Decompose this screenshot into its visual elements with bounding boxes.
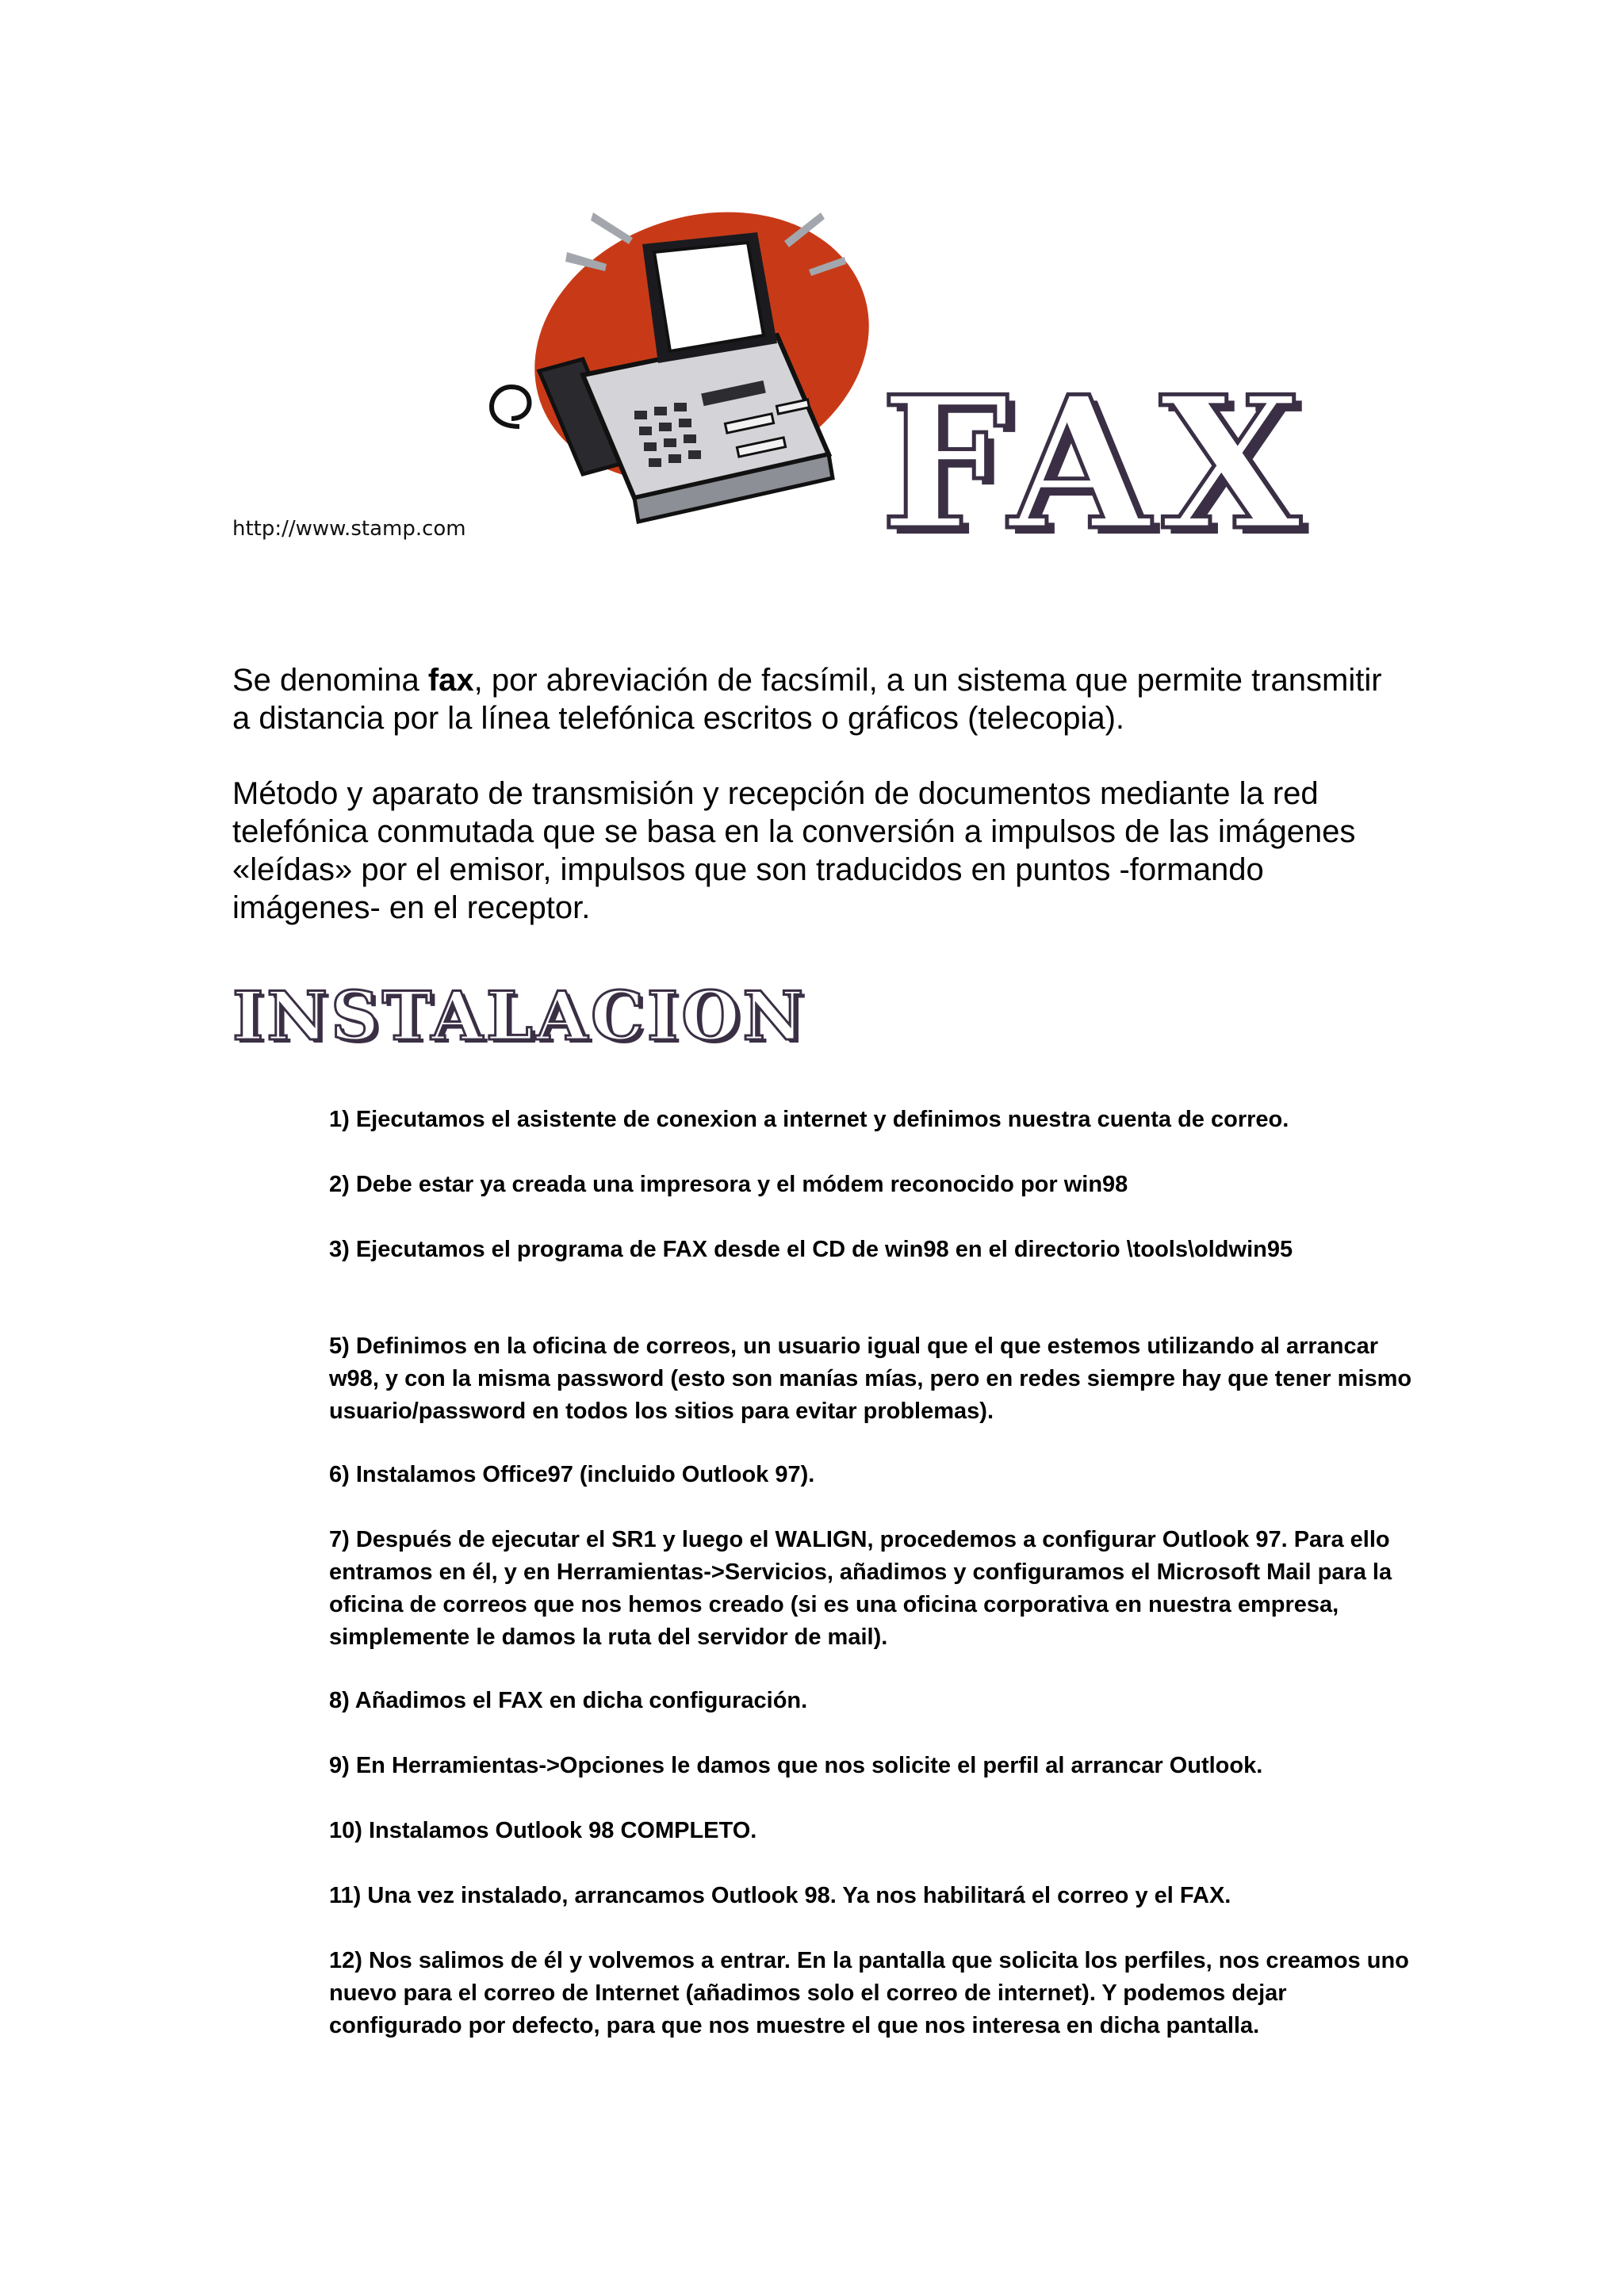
list-item: 11) Una vez instalado, arrancamos Outlook 98. Ya nos habilitará el correo y el FAX. [329,1883,1231,1908]
intro-paragraph-definition [232,661,1406,737]
intro-text: Método y aparato de transmisión y recepción de documentos mediante la red telefónica conmutada que se basa en la conversión a impulsos de las imágenes «leídas» por el emisor, impulsos que son traducidos en puntos -formando imágenes- en el receptor. [232,776,1356,925]
list-item: 5) Definimos en la oficina de correos, un usuario igual que el que estemos utilizando al arrancar w98, y con la misma password (esto son manías mías, pero en redes siempre hay que tener mismo usuario/password en todos los sitios para evitar problemas). [329,1334,1412,1424]
list-item: 9) En Herramientas->Opciones le damos que nos solicite el perfil al arrancar Outlook. [329,1753,1263,1778]
intro-text: Se denomina [232,663,428,698]
list-item: 2) Debe estar ya creada una impresora y el módem reconocido por win98 [329,1172,1128,1197]
intro-paragraph-method [232,775,1406,927]
list-item: 7) Después de ejecutar el SR1 y luego el WALIGN, procedemos a configurar Outlook 97. Para ello entramos en él, y en Herramientas->Servicios, añadimos y configuramos el Microsoft Mail para la oficina de correos que nos hemos creado (si es una oficina corporativa en nuestra empresa, simplemente le damos la ruta del servidor de mail). [329,1527,1392,1650]
list-item: 12) Nos salimos de él y volvemos a entrar. En la pantalla que solicita los perfiles, nos creamos uno nuevo para el correo de Internet (añadimos solo el correo de internet). Y podemos dejar configurado por defecto, para que nos muestre el que nos interesa en dicha pantalla. [329,1948,1409,2038]
intro-bold-term: fax [427,663,474,698]
list-item: 6) Instalamos Office97 (incluido Outlook 97). [329,1462,815,1487]
list-item: 8) Añadimos el FAX en dicha configuración. [329,1688,808,1713]
intro-text: , por abreviación de facsímil, a un sistema que permite transmitir a distancia por la línea telefónica escritos o gráficos (telecopia). [232,663,1382,736]
section-heading: INSTALACION [232,977,807,1055]
list-item: 1) Ejecutamos el asistente de conexion a internet y definimos nuestra cuenta de correo. [329,1107,1289,1132]
list-item: 3) Ejecutamos el programa de FAX desde el CD de win98 en el directorio \tools\oldwin95 [329,1237,1293,1262]
source-url-caption: http://www.stamp.com [232,517,466,541]
list-item: 10) Instalamos Outlook 98 COMPLETO. [329,1818,757,1843]
page-title: FAX [880,357,1311,571]
fax-machine-icon [464,189,888,538]
